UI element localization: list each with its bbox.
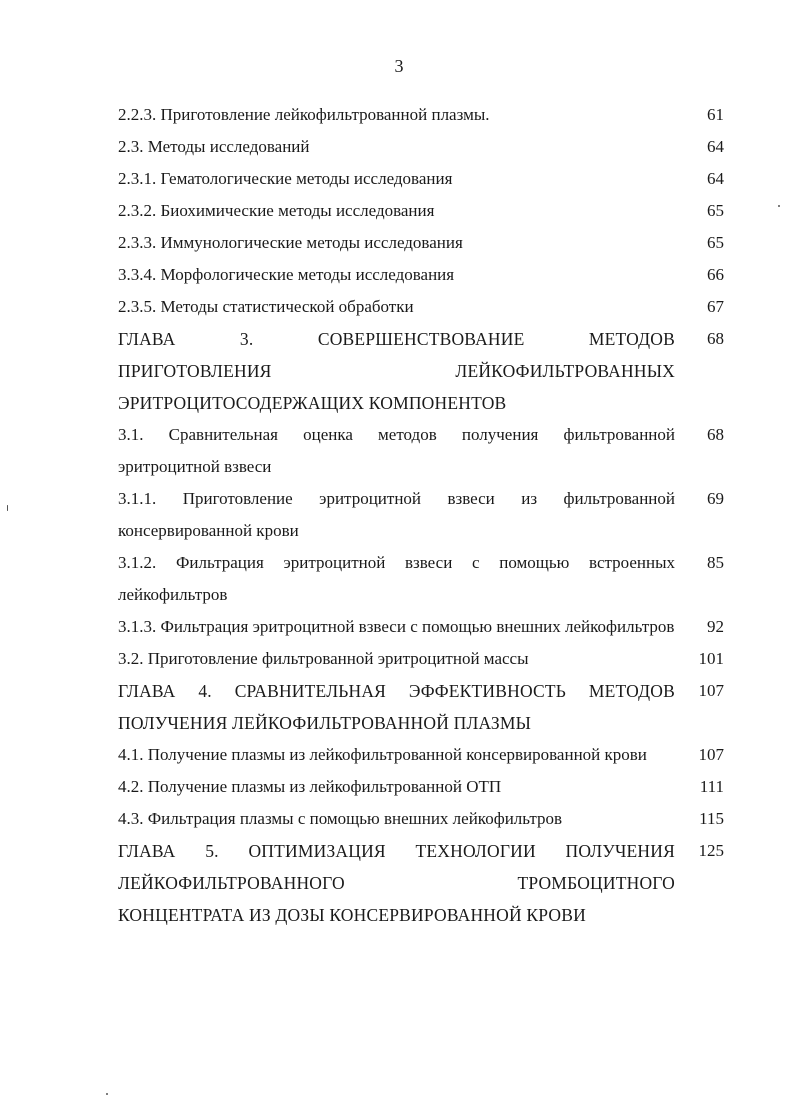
toc-entry-3-1-3 <box>118 611 724 643</box>
toc-chapter-4 <box>118 675 724 739</box>
scan-speck <box>106 1093 108 1095</box>
toc-entry-title: 2.3.2. Биохимические методы исследования <box>118 201 435 220</box>
toc-entry-page: 65 <box>707 233 724 252</box>
scan-speck <box>7 505 8 511</box>
toc-entry-title: 2.2.3. Приготовление лейкофильтрованной плазмы. <box>118 105 490 124</box>
word: МЕТОДОВ <box>588 329 675 349</box>
word: СРАВНИТЕЛЬНАЯ <box>234 681 387 701</box>
toc-entry-page: 125 <box>698 841 724 860</box>
word: ТРОМБОЦИТНОГО <box>517 873 675 893</box>
toc-entry-title: 3.1.3. Фильтрация эритроцитной взвеси с помощью внешних лейкофильтров <box>118 617 675 636</box>
word: ГЛАВА <box>118 681 176 701</box>
toc-chapter-3 <box>118 323 724 419</box>
word: ПОЛУЧЕНИЯ <box>565 841 675 861</box>
toc-entry-3-2 <box>118 643 724 675</box>
toc-entry-2-3 <box>118 131 724 163</box>
toc-entry-3-1-1 <box>118 483 724 547</box>
toc-entry-4-3 <box>118 803 724 835</box>
word: МЕТОДОВ <box>588 681 675 701</box>
toc-entry-2-3-1 <box>118 163 724 195</box>
toc-entry-page: 115 <box>699 809 724 828</box>
toc-chapter-line <box>118 675 675 707</box>
toc-entry-title: 2.3. Методы исследований <box>118 137 310 156</box>
toc-chapter-title <box>118 835 675 931</box>
toc-entry-title: 2.3.3. Иммунологические методы исследования <box>118 233 463 252</box>
toc-entry-title: 4.2. Получение плазмы из лейкофильтрованной ОТП <box>118 777 502 796</box>
toc-entry-page: 92 <box>707 617 724 636</box>
toc-chapter-line <box>118 355 675 387</box>
word: СОВЕРШЕНСТВОВАНИЕ <box>317 329 525 349</box>
toc-entry-title: 2.3.1. Гематологические методы исследования <box>118 169 453 188</box>
toc-entry-title: 3.1.2. Фильтрация эритроцитной взвеси с помощью встроенных лейкофильтров <box>118 553 675 604</box>
word: ПРИГОТОВЛЕНИЯ <box>118 361 272 381</box>
word: ТЕХНОЛОГИИ <box>415 841 536 861</box>
toc-chapter-title <box>118 323 675 419</box>
toc-entry-title: 4.1. Получение плазмы из лейкофильтрованной консервированной крови <box>118 745 647 764</box>
word: ЛЕЙКОФИЛЬТРОВАННЫХ <box>455 361 675 381</box>
toc-entry-title: 2.3.5. Методы статистической обработки <box>118 297 414 316</box>
toc-entry-page: 64 <box>707 169 724 188</box>
scan-speck <box>778 205 780 207</box>
toc-entry-page: 67 <box>707 297 724 316</box>
word: ГЛАВА <box>118 841 176 861</box>
toc-chapter-line: ЭРИТРОЦИТОСОДЕРЖАЩИХ КОМПОНЕНТОВ <box>118 393 507 413</box>
toc-entry-page: 65 <box>707 201 724 220</box>
toc-entry-page: 85 <box>707 553 724 572</box>
toc-entry-page: 68 <box>707 425 724 444</box>
toc-entry-2-3-2 <box>118 195 724 227</box>
word: 3. <box>239 329 254 349</box>
toc-entry-title: 3.2. Приготовление фильтрованной эритроцитной массы <box>118 649 529 668</box>
toc-entry-page: 107 <box>698 745 724 764</box>
toc-entry-page: 111 <box>699 777 724 796</box>
toc-entry-page: 101 <box>698 649 724 668</box>
toc-chapter-line <box>118 867 675 899</box>
toc-entry-title: 3.3.4. Морфологические методы исследования <box>118 265 455 284</box>
toc-entry-title: 3.1.1. Приготовление эритроцитной взвеси из фильтрованной консервированной крови <box>118 489 675 540</box>
toc-entry-3-3-4 <box>118 259 724 291</box>
toc-entry-page: 107 <box>698 681 724 700</box>
toc-entry-title: 3.1. Сравнительная оценка методов получения фильтрованной эритроцитной взвеси <box>118 425 675 476</box>
word: 4. <box>198 681 212 701</box>
toc-chapter-title <box>118 675 675 739</box>
table-of-contents <box>118 99 724 931</box>
toc-entry-page: 69 <box>707 489 724 508</box>
toc-entry-2-3-5 <box>118 291 724 323</box>
page-number: 3 <box>394 56 404 76</box>
toc-entry-3-1 <box>118 419 724 483</box>
toc-chapter-line: ПОЛУЧЕНИЯ ЛЕЙКОФИЛЬТРОВАННОЙ ПЛАЗМЫ <box>118 713 532 733</box>
toc-entry-2-3-3 <box>118 227 724 259</box>
word: ЛЕЙКОФИЛЬТРОВАННОГО <box>118 873 345 893</box>
toc-entry-page: 61 <box>707 105 724 124</box>
toc-entry-4-2 <box>118 771 724 803</box>
toc-entry-4-1 <box>118 739 724 771</box>
word: ОПТИМИЗАЦИЯ <box>248 841 386 861</box>
word: 5. <box>205 841 219 861</box>
word: ЭФФЕКТИВНОСТЬ <box>408 681 567 701</box>
toc-entry-3-1-2 <box>118 547 724 611</box>
toc-chapter-line <box>118 323 675 355</box>
word: ГЛАВА <box>118 329 176 349</box>
toc-entry-page: 68 <box>707 329 724 348</box>
toc-entry-2-2-3 <box>118 99 724 131</box>
toc-chapter-line: КОНЦЕНТРАТА ИЗ ДОЗЫ КОНСЕРВИРОВАННОЙ КРОВИ <box>118 905 586 925</box>
toc-chapter-5 <box>118 835 724 931</box>
toc-entry-title: 4.3. Фильтрация плазмы с помощью внешних лейкофильтров <box>118 809 563 828</box>
toc-entry-page: 66 <box>707 265 724 284</box>
toc-chapter-line <box>118 835 675 867</box>
toc-entry-page: 64 <box>707 137 724 156</box>
